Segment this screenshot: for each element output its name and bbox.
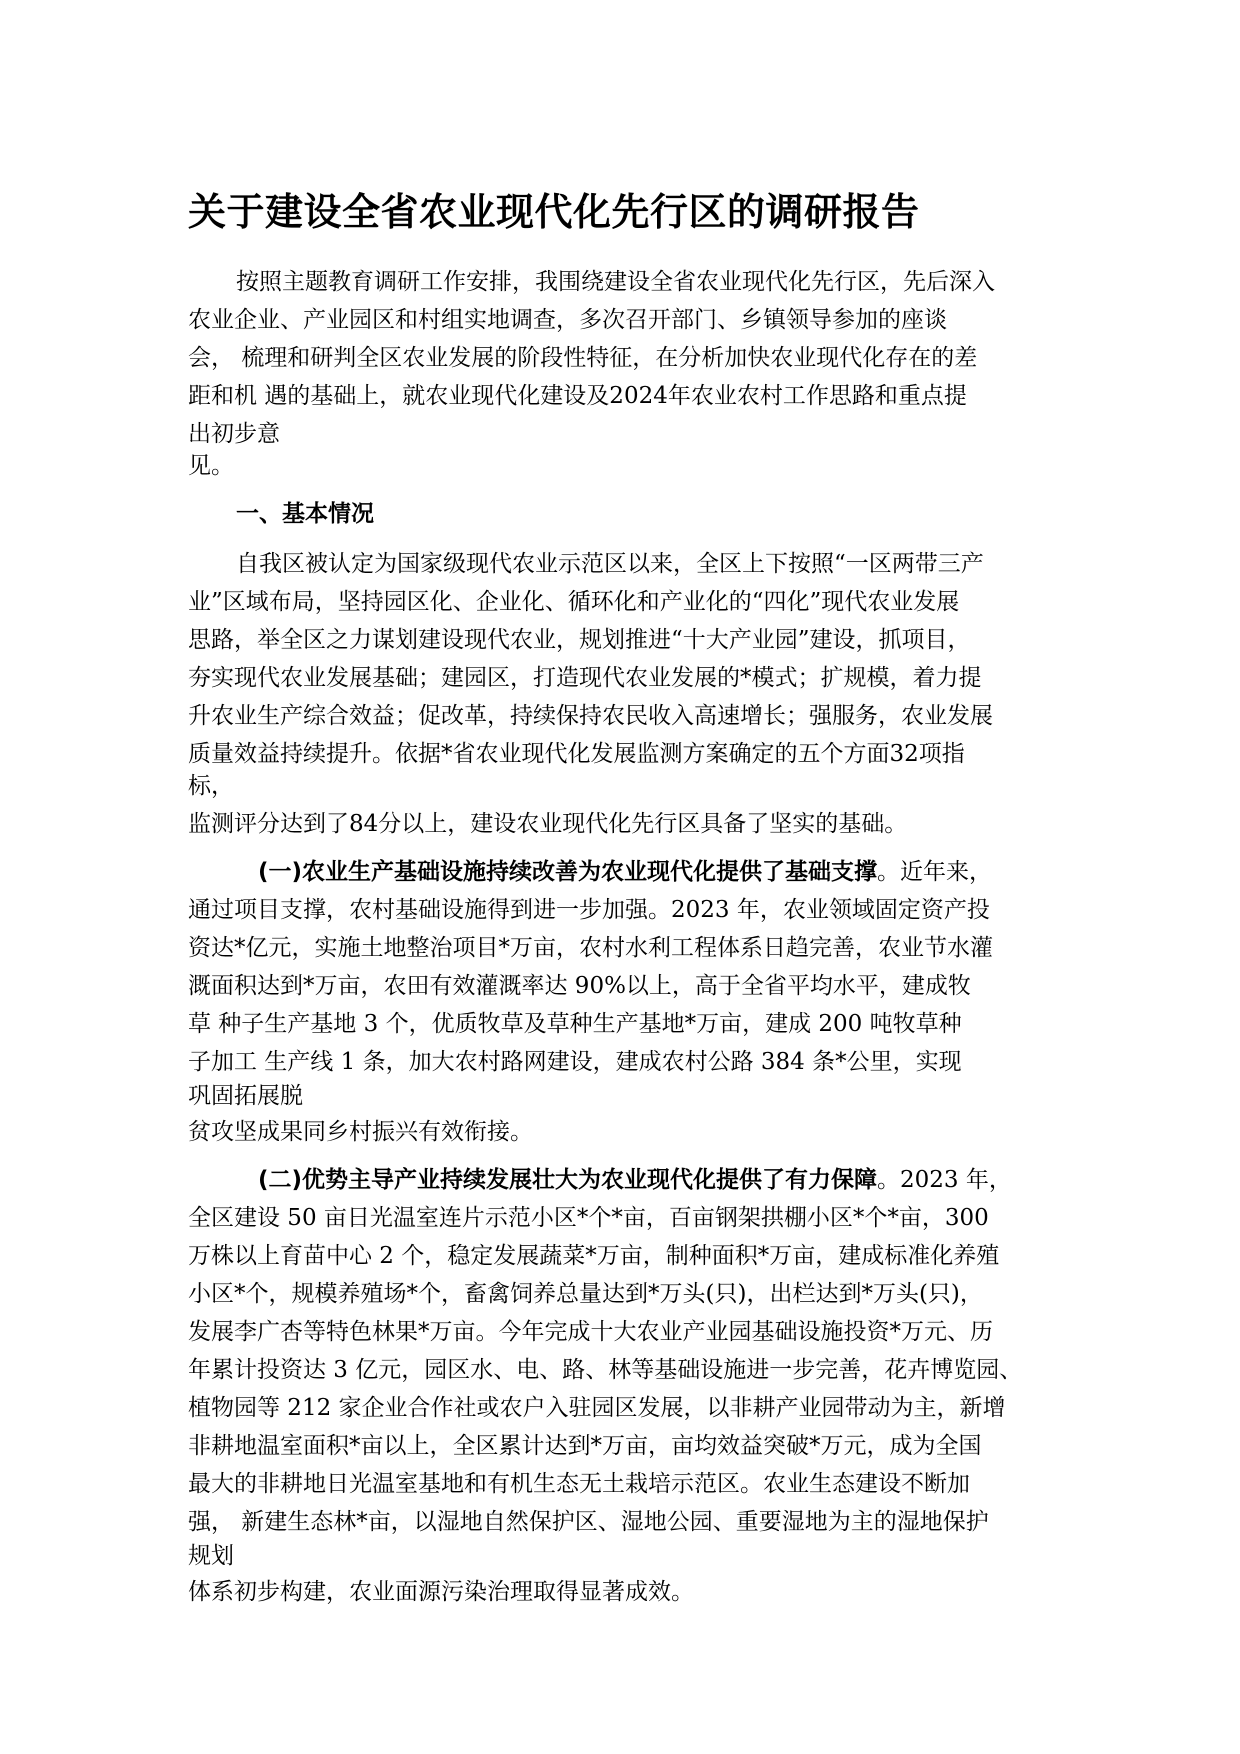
section1-line: 夯实现代农业发展基础；建园区，打造现代农业发展的*模式；扩规模，着力提 xyxy=(188,665,982,691)
section1-line: 质量效益持续提升。依据*省农业现代化发展监测方案确定的五个方面32项指 xyxy=(188,741,965,767)
subsection-1-heading: (一)农业生产基础设施持续改善为农业现代化提供了基础支撑 xyxy=(258,859,878,885)
subsection-2-line: 植物园等 212 家企业合作社或农户入驻园区发展，以非耕产业园带动为主，新增 xyxy=(188,1395,1006,1421)
subsection-2-line: 小区*个，规模养殖场*个，畜禽饲养总量达到*万头(只)，出栏达到*万头(只)， xyxy=(188,1281,983,1307)
section1-line: 思路，举全区之力谋划建设现代农业，规划推进“十大产业园”建设，抓项目， xyxy=(188,627,971,653)
section1-line: 自我区被认定为国家级现代农业示范区以来，全区上下按照“一区两带三产 xyxy=(236,551,984,577)
subsection-2-line: 非耕地温室面积*亩以上，全区累计达到*万亩，亩均效益突破*万元，成为全国 xyxy=(188,1433,982,1459)
subsection-1-lead: 。近年来， xyxy=(877,859,993,885)
section1-line: 标， xyxy=(188,773,234,799)
section-heading: 一、基本情况 xyxy=(236,501,374,527)
intro-line: 距和机 遇的基础上，就农业现代化建设及2024年农业农村工作思路和重点提 xyxy=(188,383,967,409)
subsection-2-lead: 。2023 年， xyxy=(877,1167,1012,1193)
subsection-1-first-line xyxy=(258,856,992,888)
subsection-2-line: 体系初步构建，农业面源污染治理取得显著成效。 xyxy=(188,1579,694,1605)
intro-line: 农业企业、产业园区和村组实地调查，多次召开部门、乡镇领导参加的座谈 xyxy=(188,307,947,333)
subsection-2-line: 强， 新建生态林*亩，以湿地自然保护区、湿地公园、重要湿地为主的湿地保护 xyxy=(188,1509,989,1535)
subsection-2-line: 全区建设 50 亩日光温室连片示范小区*个*亩，百亩钢架拱棚小区*个*亩，300 xyxy=(188,1205,989,1231)
subsection-2-first-line xyxy=(258,1164,1012,1196)
subsection-2-line: 万株以上育苗中心 2 个，稳定发展蔬菜*万亩，制种面积*万亩，建成标准化养殖 xyxy=(188,1243,1000,1269)
subsection-1-line: 通过项目支撑，农村基础设施得到进一步加强。2023 年，农业领域固定资产投 xyxy=(188,897,990,923)
document-title: 关于建设全省农业现代化先行区的调研报告 xyxy=(188,190,920,234)
subsection-1-line: 溉面积达到*万亩，农田有效灌溉率达 90%以上，高于全省平均水平，建成牧 xyxy=(188,973,971,999)
subsection-2-heading: (二)优势主导产业持续发展壮大为农业现代化提供了有力保障 xyxy=(258,1167,878,1193)
section1-line: 监测评分达到了84分以上，建设农业现代化先行区具备了坚实的基础。 xyxy=(188,811,908,837)
intro-line: 按照主题教育调研工作安排，我围绕建设全省农业现代化先行区，先后深入 xyxy=(236,269,995,295)
section1-line: 升农业生产综合效益；促改革，持续保持农民收入高速增长；强服务，农业发展 xyxy=(188,703,993,729)
intro-line: 出初步意 xyxy=(188,421,280,447)
subsection-2-line: 最大的非耕地日光温室基地和有机生态无土栽培示范区。农业生态建设不断加 xyxy=(188,1471,970,1497)
subsection-1-line: 巩固拓展脱 xyxy=(188,1083,303,1109)
subsection-1-line: 贫攻坚成果同乡村振兴有效衔接。 xyxy=(188,1119,533,1145)
subsection-1-line: 草 种子生产基地 3 个，优质牧草及草种生产基地*万亩，建成 200 吨牧草种 xyxy=(188,1011,962,1037)
subsection-1-line: 子加工 生产线 1 条，加大农村路网建设，建成农村公路 384 条*公里，实现 xyxy=(188,1049,962,1075)
intro-line: 会， 梳理和研判全区农业发展的阶段性特征，在分析加快农业现代化存在的差 xyxy=(188,345,978,371)
subsection-2-line: 发展李广杏等特色林果*万亩。今年完成十大农业产业园基础设施投资*万元、历 xyxy=(188,1319,993,1345)
subsection-2-line: 规划 xyxy=(188,1543,234,1569)
subsection-1-line: 资达*亿元，实施土地整治项目*万亩，农村水利工程体系日趋完善，农业节水灌 xyxy=(188,935,993,961)
subsection-2-line: 年累计投资达 3 亿元，园区水、电、路、林等基础设施进一步完善，花卉博览园、 xyxy=(188,1357,1023,1383)
intro-line: 见。 xyxy=(188,453,234,479)
section1-line: 业”区域布局，坚持园区化、企业化、循环化和产业化的“四化”现代农业发展 xyxy=(188,589,960,615)
